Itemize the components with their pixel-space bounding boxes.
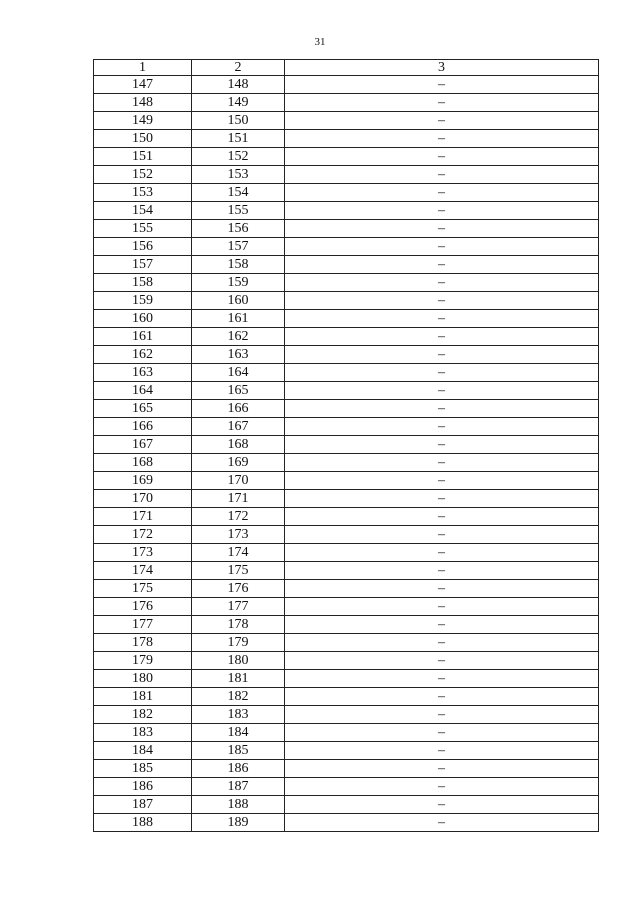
table-row	[94, 112, 599, 130]
table-row	[94, 148, 599, 166]
table-cell-col1: 165	[94, 400, 192, 418]
table-cell-col2: 155	[192, 202, 285, 220]
table-cell-col3: –	[285, 166, 599, 184]
table-cell-col1: 148	[94, 94, 192, 112]
table-cell-col3: –	[285, 652, 599, 670]
table-cell-col2: 148	[192, 76, 285, 94]
table-cell-col1: 170	[94, 490, 192, 508]
table-cell-col3: –	[285, 508, 599, 526]
table-cell-col2: 187	[192, 778, 285, 796]
table-cell-col1: 167	[94, 436, 192, 454]
table-cell-col3: –	[285, 256, 599, 274]
table-cell-col3: –	[285, 580, 599, 598]
table-cell-col2: 172	[192, 508, 285, 526]
table-body	[94, 76, 599, 832]
table-row	[94, 688, 599, 706]
table-cell-col3: –	[285, 814, 599, 832]
table-cell-col3: –	[285, 490, 599, 508]
table-row	[94, 454, 599, 472]
table-cell-col3: –	[285, 76, 599, 94]
table-cell-col1: 174	[94, 562, 192, 580]
table-cell-col1: 187	[94, 796, 192, 814]
table-cell-col1: 163	[94, 364, 192, 382]
table-cell-col1: 177	[94, 616, 192, 634]
table-cell-col2: 189	[192, 814, 285, 832]
table-cell-col1: 173	[94, 544, 192, 562]
table-cell-col1: 185	[94, 760, 192, 778]
table-cell-col3: –	[285, 184, 599, 202]
table-cell-col3: –	[285, 688, 599, 706]
table-cell-col1: 151	[94, 148, 192, 166]
table-cell-col2: 186	[192, 760, 285, 778]
column-header-3: 3	[285, 60, 599, 76]
table-cell-col1: 182	[94, 706, 192, 724]
table-cell-col3: –	[285, 616, 599, 634]
table-cell-col3: –	[285, 346, 599, 364]
table-cell-col1: 171	[94, 508, 192, 526]
table-cell-col1: 172	[94, 526, 192, 544]
table-cell-col2: 185	[192, 742, 285, 760]
table-cell-col2: 157	[192, 238, 285, 256]
table-cell-col2: 150	[192, 112, 285, 130]
table-row	[94, 544, 599, 562]
table-cell-col3: –	[285, 310, 599, 328]
data-table	[93, 59, 599, 832]
table-row	[94, 562, 599, 580]
table-row	[94, 238, 599, 256]
column-header-2: 2	[192, 60, 285, 76]
table-cell-col3: –	[285, 724, 599, 742]
table-row	[94, 436, 599, 454]
table-cell-col2: 151	[192, 130, 285, 148]
table-cell-col2: 168	[192, 436, 285, 454]
table-cell-col2: 164	[192, 364, 285, 382]
table-cell-col2: 175	[192, 562, 285, 580]
table-row	[94, 328, 599, 346]
table-cell-col2: 183	[192, 706, 285, 724]
table-cell-col3: –	[285, 760, 599, 778]
table-cell-col3: –	[285, 742, 599, 760]
table-row	[94, 472, 599, 490]
table-row	[94, 130, 599, 148]
page-number: 31	[314, 36, 326, 48]
table-cell-col1: 164	[94, 382, 192, 400]
table-cell-col3: –	[285, 382, 599, 400]
table-row	[94, 634, 599, 652]
table-cell-col1: 158	[94, 274, 192, 292]
table-cell-col2: 159	[192, 274, 285, 292]
table-cell-col2: 165	[192, 382, 285, 400]
table-row	[94, 616, 599, 634]
table-cell-col1: 153	[94, 184, 192, 202]
table-cell-col2: 169	[192, 454, 285, 472]
table-cell-col2: 177	[192, 598, 285, 616]
table-cell-col1: 166	[94, 418, 192, 436]
table-cell-col3: –	[285, 364, 599, 382]
table-cell-col2: 180	[192, 652, 285, 670]
table-cell-col2: 167	[192, 418, 285, 436]
table-cell-col1: 161	[94, 328, 192, 346]
header-row	[94, 60, 599, 76]
table-cell-col1: 176	[94, 598, 192, 616]
column-header-1: 1	[94, 60, 192, 76]
table-cell-col2: 156	[192, 220, 285, 238]
table-cell-col1: 175	[94, 580, 192, 598]
table-row	[94, 742, 599, 760]
table-row	[94, 796, 599, 814]
table-row	[94, 400, 599, 418]
table-row	[94, 184, 599, 202]
table-cell-col3: –	[285, 526, 599, 544]
table-row	[94, 310, 599, 328]
table-row	[94, 490, 599, 508]
table-cell-col2: 161	[192, 310, 285, 328]
table-cell-col2: 154	[192, 184, 285, 202]
table-cell-col2: 184	[192, 724, 285, 742]
table-cell-col2: 149	[192, 94, 285, 112]
table-cell-col2: 170	[192, 472, 285, 490]
table-row	[94, 814, 599, 832]
table-cell-col3: –	[285, 418, 599, 436]
table-row	[94, 706, 599, 724]
table-cell-col2: 152	[192, 148, 285, 166]
table-row	[94, 346, 599, 364]
table-cell-col3: –	[285, 634, 599, 652]
table-cell-col3: –	[285, 778, 599, 796]
table-cell-col1: 186	[94, 778, 192, 796]
table-cell-col3: –	[285, 148, 599, 166]
table-cell-col2: 163	[192, 346, 285, 364]
table-cell-col3: –	[285, 238, 599, 256]
table-row	[94, 418, 599, 436]
table-cell-col3: –	[285, 454, 599, 472]
table-row	[94, 670, 599, 688]
table-cell-col3: –	[285, 562, 599, 580]
table-row	[94, 652, 599, 670]
table-row	[94, 76, 599, 94]
table-cell-col1: 168	[94, 454, 192, 472]
table-row	[94, 256, 599, 274]
table-cell-col1: 181	[94, 688, 192, 706]
table-cell-col2: 174	[192, 544, 285, 562]
table-cell-col1: 162	[94, 346, 192, 364]
table-cell-col1: 156	[94, 238, 192, 256]
table-cell-col2: 178	[192, 616, 285, 634]
table-cell-col2: 182	[192, 688, 285, 706]
table-cell-col1: 169	[94, 472, 192, 490]
table-cell-col2: 176	[192, 580, 285, 598]
table-cell-col3: –	[285, 94, 599, 112]
table-cell-col1: 159	[94, 292, 192, 310]
table-cell-col1: 147	[94, 76, 192, 94]
table-row	[94, 94, 599, 112]
table-cell-col2: 171	[192, 490, 285, 508]
table-cell-col1: 150	[94, 130, 192, 148]
table-cell-col3: –	[285, 220, 599, 238]
table-cell-col3: –	[285, 328, 599, 346]
table-row	[94, 274, 599, 292]
table-cell-col2: 181	[192, 670, 285, 688]
table-cell-col1: 154	[94, 202, 192, 220]
table-cell-col3: –	[285, 796, 599, 814]
table-row	[94, 166, 599, 184]
table-cell-col2: 188	[192, 796, 285, 814]
table-row	[94, 598, 599, 616]
table-cell-col1: 155	[94, 220, 192, 238]
table-cell-col3: –	[285, 670, 599, 688]
table-cell-col1: 157	[94, 256, 192, 274]
table-row	[94, 724, 599, 742]
table-row	[94, 382, 599, 400]
table-cell-col1: 183	[94, 724, 192, 742]
table-cell-col1: 152	[94, 166, 192, 184]
table-row	[94, 292, 599, 310]
table-cell-col1: 180	[94, 670, 192, 688]
table-cell-col2: 166	[192, 400, 285, 418]
table-cell-col3: –	[285, 472, 599, 490]
table-cell-col2: 158	[192, 256, 285, 274]
table-row	[94, 760, 599, 778]
table-cell-col1: 178	[94, 634, 192, 652]
table-cell-col3: –	[285, 202, 599, 220]
table-row	[94, 364, 599, 382]
table-cell-col1: 149	[94, 112, 192, 130]
table-row	[94, 220, 599, 238]
table-row	[94, 778, 599, 796]
table-cell-col3: –	[285, 274, 599, 292]
table-cell-col3: –	[285, 292, 599, 310]
table-cell-col1: 188	[94, 814, 192, 832]
table-cell-col2: 179	[192, 634, 285, 652]
table-cell-col3: –	[285, 706, 599, 724]
table-cell-col3: –	[285, 436, 599, 454]
table-cell-col2: 160	[192, 292, 285, 310]
table-cell-col3: –	[285, 598, 599, 616]
table-row	[94, 202, 599, 220]
table-cell-col2: 162	[192, 328, 285, 346]
table-row	[94, 580, 599, 598]
table-cell-col3: –	[285, 544, 599, 562]
table-cell-col3: –	[285, 112, 599, 130]
table-cell-col2: 173	[192, 526, 285, 544]
table-row	[94, 508, 599, 526]
table-cell-col1: 160	[94, 310, 192, 328]
table-cell-col1: 184	[94, 742, 192, 760]
table-cell-col3: –	[285, 130, 599, 148]
table-cell-col1: 179	[94, 652, 192, 670]
table-cell-col2: 153	[192, 166, 285, 184]
table-cell-col3: –	[285, 400, 599, 418]
table-row	[94, 526, 599, 544]
